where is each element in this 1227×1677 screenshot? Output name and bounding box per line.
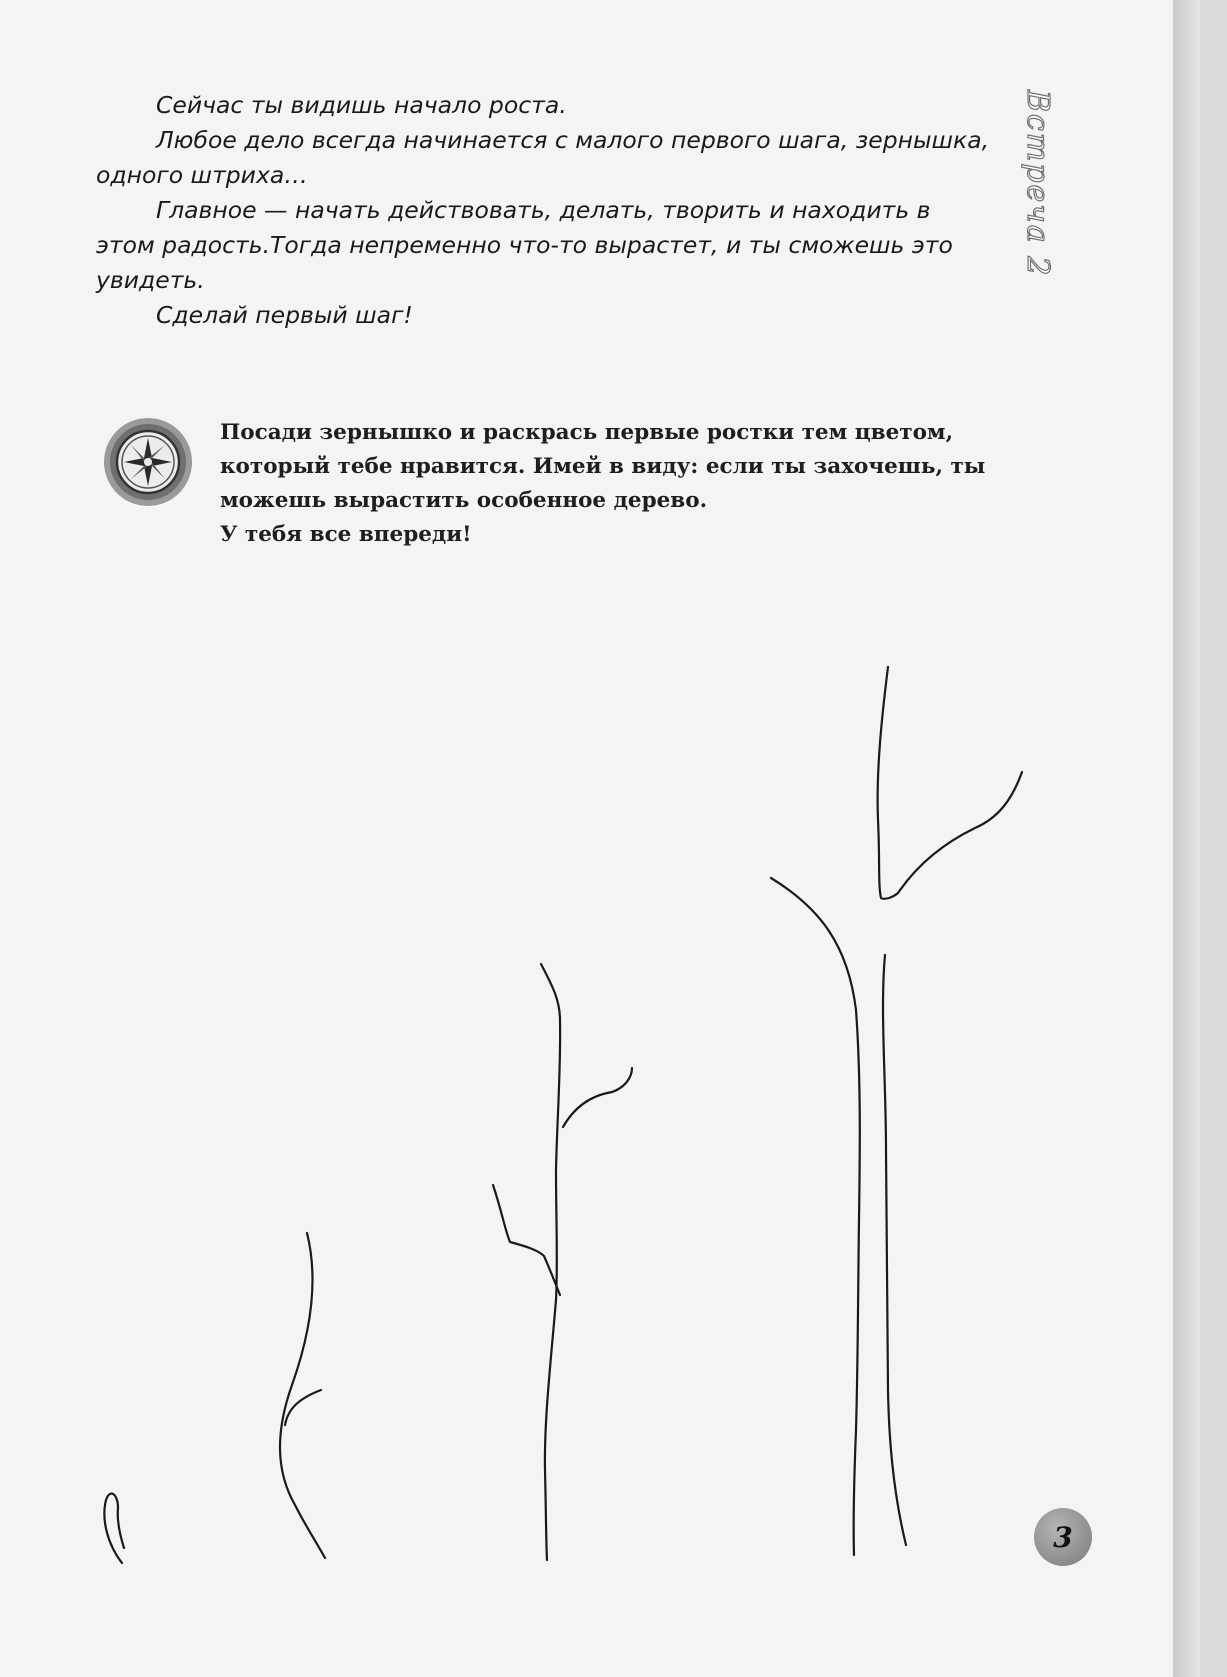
task-line-1: Посади зернышко и раскрась первые ростки тем цветом, который тебе нравится. Имей в виду: если ты захочешь, ты можешь вырастить особенное дерево. (220, 420, 986, 513)
task-line-2: У тебя все впереди! (220, 522, 472, 547)
sprout-tall-left (771, 878, 860, 1555)
sprout-tall-right (878, 667, 1022, 899)
intro-line-3: Главное — начать действовать, делать, творить и находить в этом радость.Тогда непременно что-то вырастет, и ты сможешь это увидеть. (96, 196, 953, 294)
sprout-small-branch (285, 1390, 321, 1425)
sprout-medium-left (541, 964, 560, 1560)
seed-outline (104, 1494, 124, 1563)
page-number: 3 (1034, 1508, 1092, 1566)
sprout-tall-trunk-right (883, 955, 906, 1545)
sprout-medium-branch-upper (563, 1068, 632, 1127)
sprout-small-stem (280, 1233, 325, 1558)
intro-line-2: Любое дело всегда начинается с малого первого шага, зернышка, одного штриха… (96, 126, 990, 189)
sprout-medium-branch-lower (493, 1185, 560, 1295)
chapter-label: Встреча 2 (1020, 90, 1055, 278)
intro-line-1: Сейчас ты видишь начало роста. (156, 91, 567, 119)
intro-line-4: Сделай первый шаг! (156, 301, 413, 329)
